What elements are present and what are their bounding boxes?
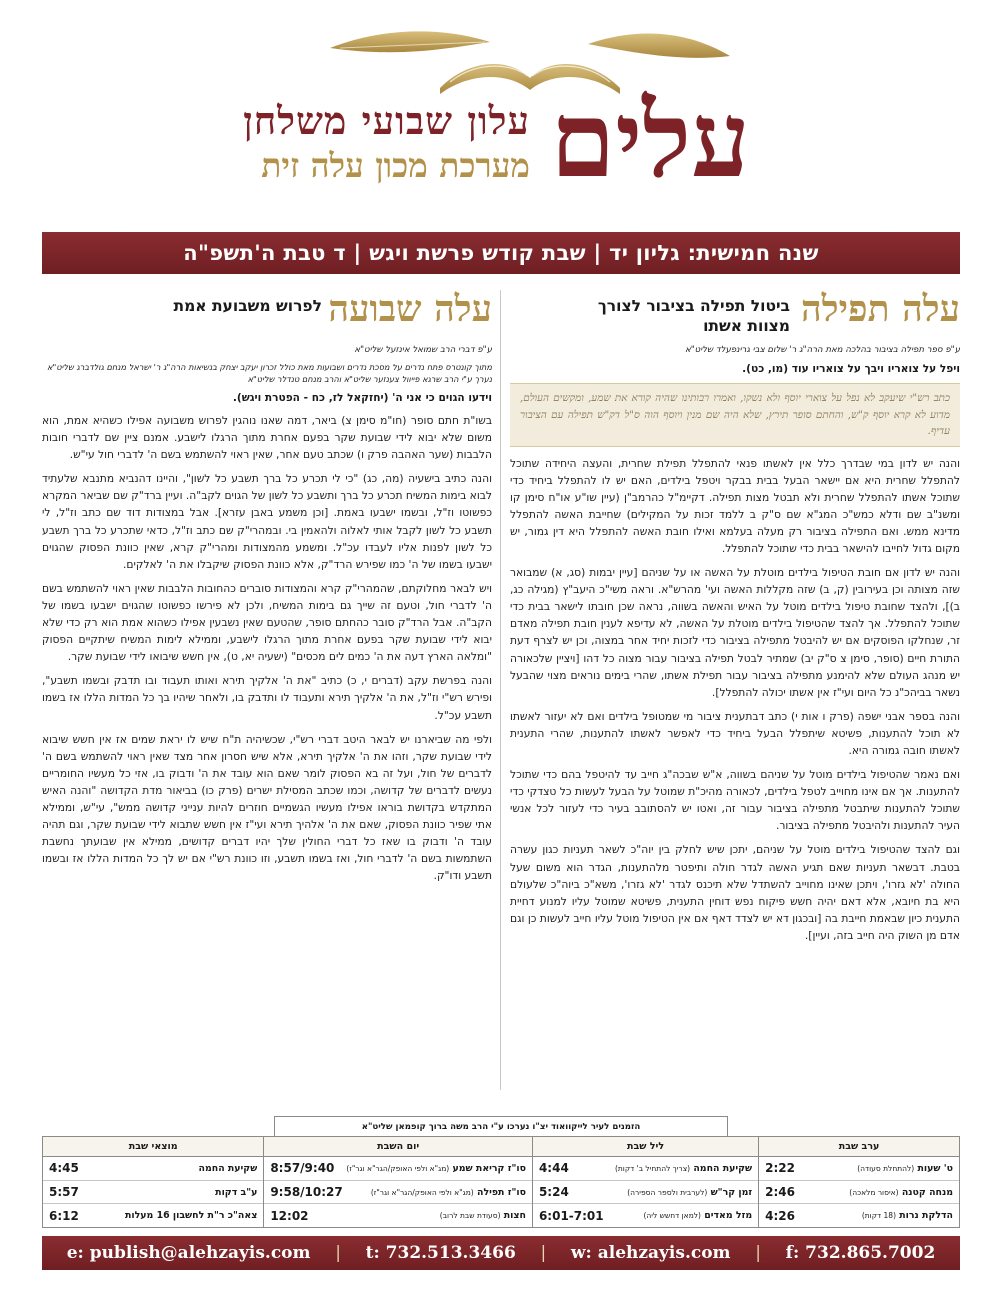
zmanim-value: 2:22 <box>765 1161 795 1176</box>
section-label: עלה תפילה <box>801 288 960 330</box>
zmanim-note: (להתחלת סעודה) <box>857 1163 915 1173</box>
right-column <box>510 286 960 1098</box>
zmanim-column <box>43 1137 263 1227</box>
zmanim-column-title: יום השבת <box>264 1137 532 1157</box>
zmanim-label: ע"ב דקות <box>215 1186 258 1198</box>
fax-number: f: 732.865.7002 <box>785 1243 936 1263</box>
zmanim-label: סו"ז תפילה <box>477 1186 526 1198</box>
zmanim-label: חצות <box>503 1210 526 1222</box>
footer-separator: | <box>755 1243 761 1263</box>
zmanim-row <box>759 1157 959 1181</box>
zmanim-label: הדלקת נרות <box>899 1210 953 1222</box>
issue-banner: שנה חמישית: גליון יד | שבת קודש פרשת ויגש | ד טבת ה'תשפ"ה <box>42 232 960 274</box>
contact-footer <box>42 1236 960 1270</box>
paragraph: ואם נאמר שהטיפול בילדים מוטל על שניהם בשווה, א"ש שבכה"ג חייב עד להיטפל בהם כדי שתוכל להתענות. אך אם אינו מחוייב לטפל בילדים, לכאורה מהיכ"ת שמוטל על הבעל לעשות כל טצדקי כדי שתוכל להתענות שיתבטל מתפילה בציבור עבור זה, ואטו יש להסתובב בעיר כדי לעזור לכל אנשי העיר להתענות ולהיבטל מתפילה בציבור. <box>510 768 960 833</box>
zmanim-row <box>43 1181 263 1205</box>
zmanim-value: 4:26 <box>765 1208 795 1223</box>
paragraph: והנה יש לדון אם חובת הטיפול בילדים מוטלת על האשה או על שניהם [עיין יבמות (סג, א) שמבואר שזה מצותה וכן בעירובין (ק, ב) שזה מקללות האשה ועי' מהרש"א. וראה משי"כ היעב"ץ (מגילה כג, ב)], ולהצד שחובת טיפול בילדים מוטל על האיש והאשה בשווה, נראה שכן חובתו לישאר בבית כדי שתוכל להתפלל. אך להצד שהטיפול בילדים מוטלת על האשה, לא עדיפא לענין חובת תפילה מאדם זר, שנחלקו הפוסקים אם יש להיבטל מתפילה בציבור כדי לזכות יחיד אחר במצוה, וכן יש לצרף דעת התורת חיים (סופר, סימן צ ס"ק יב) שמתיר לבטל תפילה בציבור עבור מצוה כל דהו [ויציין שלכאורה יש מנהג העולם שלא להימנע מתפילה בציבור עבור תפילת אשתו, שהרי בימים נוראים מצוי שהבעל נשאר בביהכ"נ כל היום ועי"ז אין אשתו יכולה להתפלל]. <box>510 566 960 699</box>
left-column <box>42 286 492 1098</box>
zmanim-table <box>42 1116 960 1228</box>
zmanim-column-title: מוצאי שבת <box>43 1137 263 1157</box>
phone-number[interactable]: t: 732.513.3466 <box>365 1243 516 1263</box>
masthead-publisher: מערכת מכון עלה זית <box>261 146 530 185</box>
zmanim-note: (לערבית ולספר הספירה) <box>627 1187 708 1197</box>
zmanim-column <box>532 1137 758 1227</box>
quote-text: כתב רש"י שיעקב לא נפל על צוארי יוסף ולא נשקו, ואמרו רבותינו שהיה קורא את שמע, ומקשים העולם, מדוע לא קרא יוסף ק"ש, והחתם סופר תירץ, שלא היה שם מנין ויוסף הוה ס"ל דק"ש תפילה עם הציבור עדיף. <box>520 392 950 437</box>
paragraph: וגם להצד שהטיפול בילדים מוטל על שניהם, יתכן שיש לחלק בין יוה"כ לשאר תעניות כגון עשרה בטבת. דבשאר תעניות שאם תגיע האשה לגדר חולה ותיפטר מלהתענות, הגדר הוא משום שעל החולה 'לא גזרו', ויתכן שאינו מחוייב להשתדל שלא תיכנס לגדר 'לא גזרו', משא"כ ביוה"כ שלעולם היא בת חיובא, אלא דאם יהיה חשש פיקוח נפש דוחין התענית, פשיטא שמוטל עליו למנוע דחיית התענית כיון שבאמת חייבת בה [ובכגון דא יש לצדד דאף אם אין הטיפול מוטל עליו חייב לעשות כן וגם אדם מן השוק היה חייב בזה, ועיין]. <box>510 843 960 942</box>
zmanim-value: 5:57 <box>49 1185 79 1199</box>
zmanim-label: סו"ז קריאת שמע <box>452 1162 526 1174</box>
zmanim-column <box>758 1137 959 1227</box>
paragraph: ולפי מה שביארנו יש לבאר היטב דברי רש"י, שכשיהיה ת"ח שיש לו יראת שמים אז אין חשש שיבוא לידי שבועת שקר, וזהו את ה' אלקיך תירא, אלא שיש חסרון אחר מצד שאין ראוי להשתמש בשם ה' לדברים של חול, ועל זה בא הפסוק לומר שאם הוא עובד את ה' ודבוק בו, אזי כל מעשיו החומריים נעשים לדברים של קדושה, וכמו שכתב המסילת ישרים (פרק כו) בביאור מדת הקדושה "והנה האיש המתקדש בקדושת בוראו אפילו מעשיו הגשמיים חוזרים להיות ענייני קדושה ממש", עי"ש, וממילא אתי שפיר כוונת הפסוק, שאם את ה' אלהיך תירא ועי"ז אין חשש שתבוא לידי שבועת שקר, וגם תהיה עובד ה' ודבוק בו שאז כל דברי החולין שלך יהיו דברים קדושים, ממילא אין שבועתך נחשבת השתמשות בשם ה' לדברי חול, ואז בשמו תשבע, וזו כוונת רש"י אם יש לך כל המדות הללו אז ובשמו תשבע ודו"ק. <box>42 732 492 883</box>
zmanim-note: (סעודת שבת לרוב) <box>439 1211 501 1221</box>
zmanim-row <box>759 1181 959 1205</box>
zmanim-row <box>533 1204 758 1227</box>
footer-separator: | <box>540 1243 547 1263</box>
masthead <box>0 0 1000 228</box>
paragraph: והנה בספר אבני ישפה (פרק ו אות י) כתב דבתענית ציבור מי שמטופל בילדים ואם לא יעזור לאשתו לא תוכל להתענות, פשיטא שיתפלל הבעל ביחיד כדי לאפשר לאשתו להתענות, שהרי התענית לאשתו חובה גמורה היא. <box>510 709 960 757</box>
quill-icon <box>330 31 490 52</box>
logo-wordmark: עלים <box>550 78 750 201</box>
zmanim-value: 5:24 <box>538 1185 569 1199</box>
zmanim-label: שקיעת החמה <box>198 1162 258 1174</box>
zmanim-value: 6:01-7:01 <box>538 1208 604 1223</box>
paragraph: ויש לבאר מחלוקתם, שהמהרי"ק קרא והמצודות סוברים כהחובות הלבבות שאין ראוי להשתמש בשם ה' לדברי חול, וטעם זה שייך גם בימות המשיח, ולכן לא פירשו כפשוטו שהגוים ישבעו בשמו של הקב"ה. אבל הרד"ק סובר כהחתם סופר, שהטעם שאין נשבעין אפילו כשהוא אמת הוא רק כדי שלא יבוא לידי שבועת שקר בפעם אחרת מתוך הרגלו לישבע, וממילא לימות המשיח שיתקיים הפסוק "ומלאה הארץ דעה את ה' כמים לים מכסים" (ישעיה יא, ט), אין חשש שיבואו לידי שבועת שקר. <box>42 581 492 664</box>
zmanim-label: מנחה קטנה <box>901 1186 953 1198</box>
zmanim-note: (מג"א ולפי האופק/הגר"א וגר"ז) <box>370 1187 474 1197</box>
email-link[interactable]: e: publish@alehzayis.com <box>66 1243 311 1263</box>
zmanim-row <box>264 1181 532 1205</box>
article-verse: וידעו הגוים כי אני ה' (יחזקאל לז, כח - הפטרת ויגש). <box>232 392 492 404</box>
zmanim-grid <box>42 1136 960 1228</box>
paragraph: והנה יש לדון במי שבדרך כלל אין לאשתו פנאי להתפלל תפילת שחרית, והעצה היחידה שתוכל להתפלל שחרית היא אם יישאר הבעל בבית בבקר ויטפל בילדים, האם יש לו להתפלל ביחיד כדי שתוכל אשתו להתפלל שחרית ולא תבטל מצות תפילה. דקיימ"ל כהרמב"ן (עיין שו"ע או"ח סימן קו ומשנ"ב שם ודלא כמש"כ המג"א שם ס"ק ב ללמד זכות על המקילים) שחייבת האשה להתפלל מדינא ממש. ואם התפילה בציבור רק מעלה בעלמא ואילו חובת האשה להתפלל היא דין גמור, יש מקום גדול לחייבו להישאר בבית כדי שתוכל להתפלל. <box>510 456 960 555</box>
paragraph: בשו"ת חתם סופר (חו"מ סימן צ) ביאר, דמה שאנו נוהגין לפרוש משבועה אפילו כשהיא אמת, הוא משום שלא יבוא לידי שבועת שקר בפעם אחרת מתוך הרגלו לישבע. אמנם ציין שם לדברי חובות הלבבות (שער האהבה פרק ו) שכתב טעם אחר, שאין ראוי להשתמש בשם ה' לדברי חול עי"ש. <box>42 414 492 462</box>
zmanim-label: צאה"כ ר"ת לחשבון 16 מעלות <box>125 1210 258 1222</box>
paragraph: והנה כתיב בישעיה (מה, כג) "כי לי תכרע כל ברך תשבע כל לשון", והיינו דהנביא מתנבא שלעתיד לבוא בימות המשיח תכרע כל ברך ותשבע כל לשון של הגוים לקב"ה. ועיין ברד"ק שם שביאר המקרא כפשוטו וז"ל, ובשמו ישבעו באמת. [וכן משמע באבן עזרא]. אבל במצודות דוד שם כתב וז"ל, לי תשבע כל לשון לקבל אותי לאלוה ולהאמין בי. ובמהרי"ק שם כתב וז"ל, כדאי שתכרע כל ברך תשבע כל לשון לפנות אליו לעבדו עכ"ל. ומשמע מהמצודות ומהרי"ק קרא, שאין כוונת הפסוק שהגוים ישבעו בשמו של ה' כמו שפירש הרד"ק, אלא כוונת הפסוק שיקבלו את ה' לאלקים. <box>42 472 492 571</box>
article-attribution: ע"פ דברי הרב שמואל אינזעל שליט"א <box>354 345 492 355</box>
article-source: מתוך קונטרס פתח נדרים על מסכת נדרים ושבועות מאת כולל זכרון יעקב יצחק בנשיאות הרה"ג ר' ישראל מנחם גולדברג שליט"א נערך ע"י הרב שרגא פייוול צענזער שליט"א והרב מנחם טנדלר שליט"א <box>46 362 492 384</box>
article-verse: ויפל על צואריו ויבך על צואריו עוד (מו, כט). <box>742 363 960 375</box>
zmanim-note: (צריך להתחיל ב' דקות) <box>614 1163 691 1173</box>
section-label: עלה שבועה <box>328 288 492 330</box>
zmanim-row <box>759 1204 959 1227</box>
zmanim-value: 6:12 <box>49 1208 79 1223</box>
zmanim-note: (איסור מלאכה) <box>849 1187 899 1197</box>
section-header <box>42 286 492 342</box>
zmanim-value: 2:46 <box>765 1185 795 1199</box>
zmanim-row <box>533 1181 758 1205</box>
zmanim-label: ט' שעות <box>917 1162 953 1174</box>
paragraph: והנה בפרשת עקב (דברים י, כ) כתיב "את ה' אלקיך תירא ואותו תעבוד ובו תדבק ובשמו תשבע", ופירש רש"י וז"ל, את ה' אלקיך תירא ותעבוד לו ותדבק בו, ולאחר שיהיו בך כל המדות הללו אז בשמו תשבע עכ"ל. <box>42 674 492 722</box>
zmanim-column-title: ערב שבת <box>759 1137 959 1157</box>
zmanim-value: 4:45 <box>49 1161 79 1176</box>
zmanim-row <box>43 1157 263 1181</box>
article-title: לפרוש משבועת אמת <box>173 297 322 315</box>
column-divider <box>500 290 501 1090</box>
zmanim-value: 4:44 <box>538 1161 569 1176</box>
zmanim-note: (למאן דחשש ליה) <box>643 1211 701 1221</box>
zmanim-label: זמן קר"ש <box>710 1186 753 1198</box>
section-header <box>510 286 960 342</box>
zmanim-row <box>264 1157 532 1181</box>
zmanim-label: מזל מאדים <box>704 1210 753 1222</box>
zmanim-column-title: ליל שבת <box>533 1137 758 1157</box>
zmanim-note: (מג"א ולפי האופק/הגר"א וגר"ז) <box>346 1163 450 1173</box>
zmanim-row <box>43 1204 263 1227</box>
article-attribution: ע"פ ספר תפילה בציבור בהלכה מאת הרה"ג ר' שלום צבי גרינפעלד שליט"א <box>684 345 960 355</box>
zmanim-value: 9:58/10:27 <box>270 1185 343 1199</box>
zmanim-value: 12:02 <box>270 1208 309 1223</box>
zmanim-value: 8:57/9:40 <box>270 1161 335 1176</box>
zmanim-row <box>533 1157 758 1181</box>
zmanim-label: שקיעת החמה <box>693 1162 753 1174</box>
zmanim-row <box>264 1204 532 1227</box>
quote-box <box>510 383 960 447</box>
footer-separator: | <box>335 1243 341 1263</box>
zmanim-header: הזמנים לעיר לייקוואוד יצ"ו נערכו ע"י הרב משה ברוך קופמאן שליט"א <box>274 1116 728 1136</box>
zmanim-column <box>263 1137 532 1227</box>
masthead-subtitle: עלון שבועי משלחן <box>243 98 530 143</box>
article-title: ביטול תפילה בציבור לצורך מצוות אשתו <box>597 297 790 335</box>
zmanim-note: (18 דקות) <box>861 1211 897 1221</box>
website-link[interactable]: w: alehzayis.com <box>570 1243 731 1263</box>
